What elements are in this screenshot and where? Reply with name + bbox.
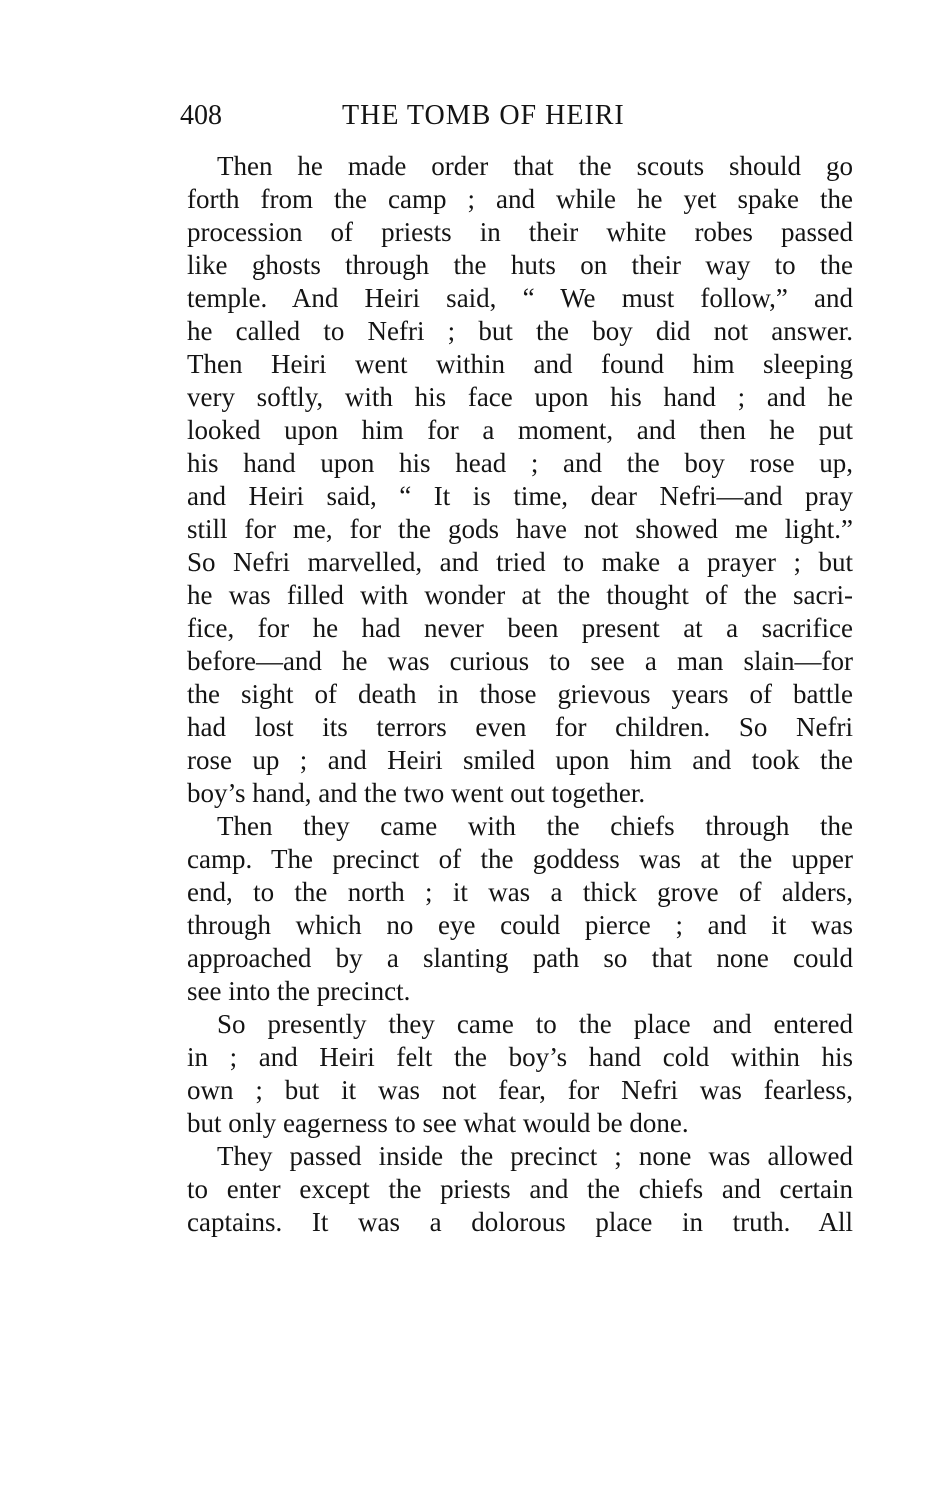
text-line: looked upon him for a moment, and then he put (187, 415, 853, 445)
text-line: the sight of death in those grievous years of battle (187, 679, 853, 709)
text-line: Then Heiri went within and found him sleeping (187, 349, 853, 379)
text-line: camp. The precinct of the goddess was at the upper (187, 844, 853, 874)
text-line: end, to the north ; it was a thick grove of alders, (187, 877, 853, 907)
text-line: approached by a slanting path so that none could (187, 943, 853, 973)
text-line: own ; but it was not fear, for Nefri was fearless, (187, 1075, 853, 1105)
text-line: to enter except the priests and the chiefs and certain (187, 1174, 853, 1204)
text-line: So presently they came to the place and entered (217, 1009, 853, 1039)
paragraph (187, 1008, 853, 1140)
text-line: see into the precinct. (187, 976, 411, 1006)
text-line: very softly, with his face upon his hand ; and he (187, 382, 853, 412)
text-line: in ; and Heiri felt the boy’s hand cold within his (187, 1042, 853, 1072)
text-line: through which no eye could pierce ; and it was (187, 910, 853, 940)
paragraph (187, 1140, 853, 1239)
running-header (180, 96, 850, 136)
text-line: procession of priests in their white robes passed (187, 217, 853, 247)
text-line: like ghosts through the huts on their way to the (187, 250, 853, 280)
text-line: but only eagerness to see what would be done. (187, 1108, 689, 1138)
body-text (187, 150, 853, 1239)
text-line: boy’s hand, and the two went out together. (187, 778, 646, 808)
text-line: They passed inside the precinct ; none was allowed (217, 1141, 853, 1171)
text-line: and Heiri said, “ It is time, dear Nefri—and pray (187, 481, 853, 511)
text-line: captains. It was a dolorous place in truth. All (187, 1207, 853, 1237)
text-line: forth from the camp ; and while he yet spake the (187, 184, 853, 214)
text-line: Then he made order that the scouts should go (217, 151, 853, 181)
paragraph (187, 810, 853, 1008)
text-line: So Nefri marvelled, and tried to make a prayer ; but (187, 547, 853, 577)
page-number: 408 (180, 100, 222, 131)
text-line: he was filled with wonder at the thought of the sacri- (187, 580, 853, 610)
text-line: had lost its terrors even for children. So Nefri (187, 712, 853, 742)
text-line: fice, for he had never been present at a sacrifice (187, 613, 853, 643)
text-line: he called to Nefri ; but the boy did not answer. (187, 316, 853, 346)
text-line: Then they came with the chiefs through the (217, 811, 853, 841)
paragraph (187, 150, 853, 810)
text-line: rose up ; and Heiri smiled upon him and took the (187, 745, 853, 775)
text-line: temple. And Heiri said, “ We must follow,” and (187, 283, 853, 313)
text-line: before—and he was curious to see a man slain—for (187, 646, 853, 676)
running-title: THE TOMB OF HEIRI (342, 100, 625, 131)
text-line: his hand upon his head ; and the boy rose up, (187, 448, 853, 478)
text-line: still for me, for the gods have not showed me light.” (187, 514, 853, 544)
